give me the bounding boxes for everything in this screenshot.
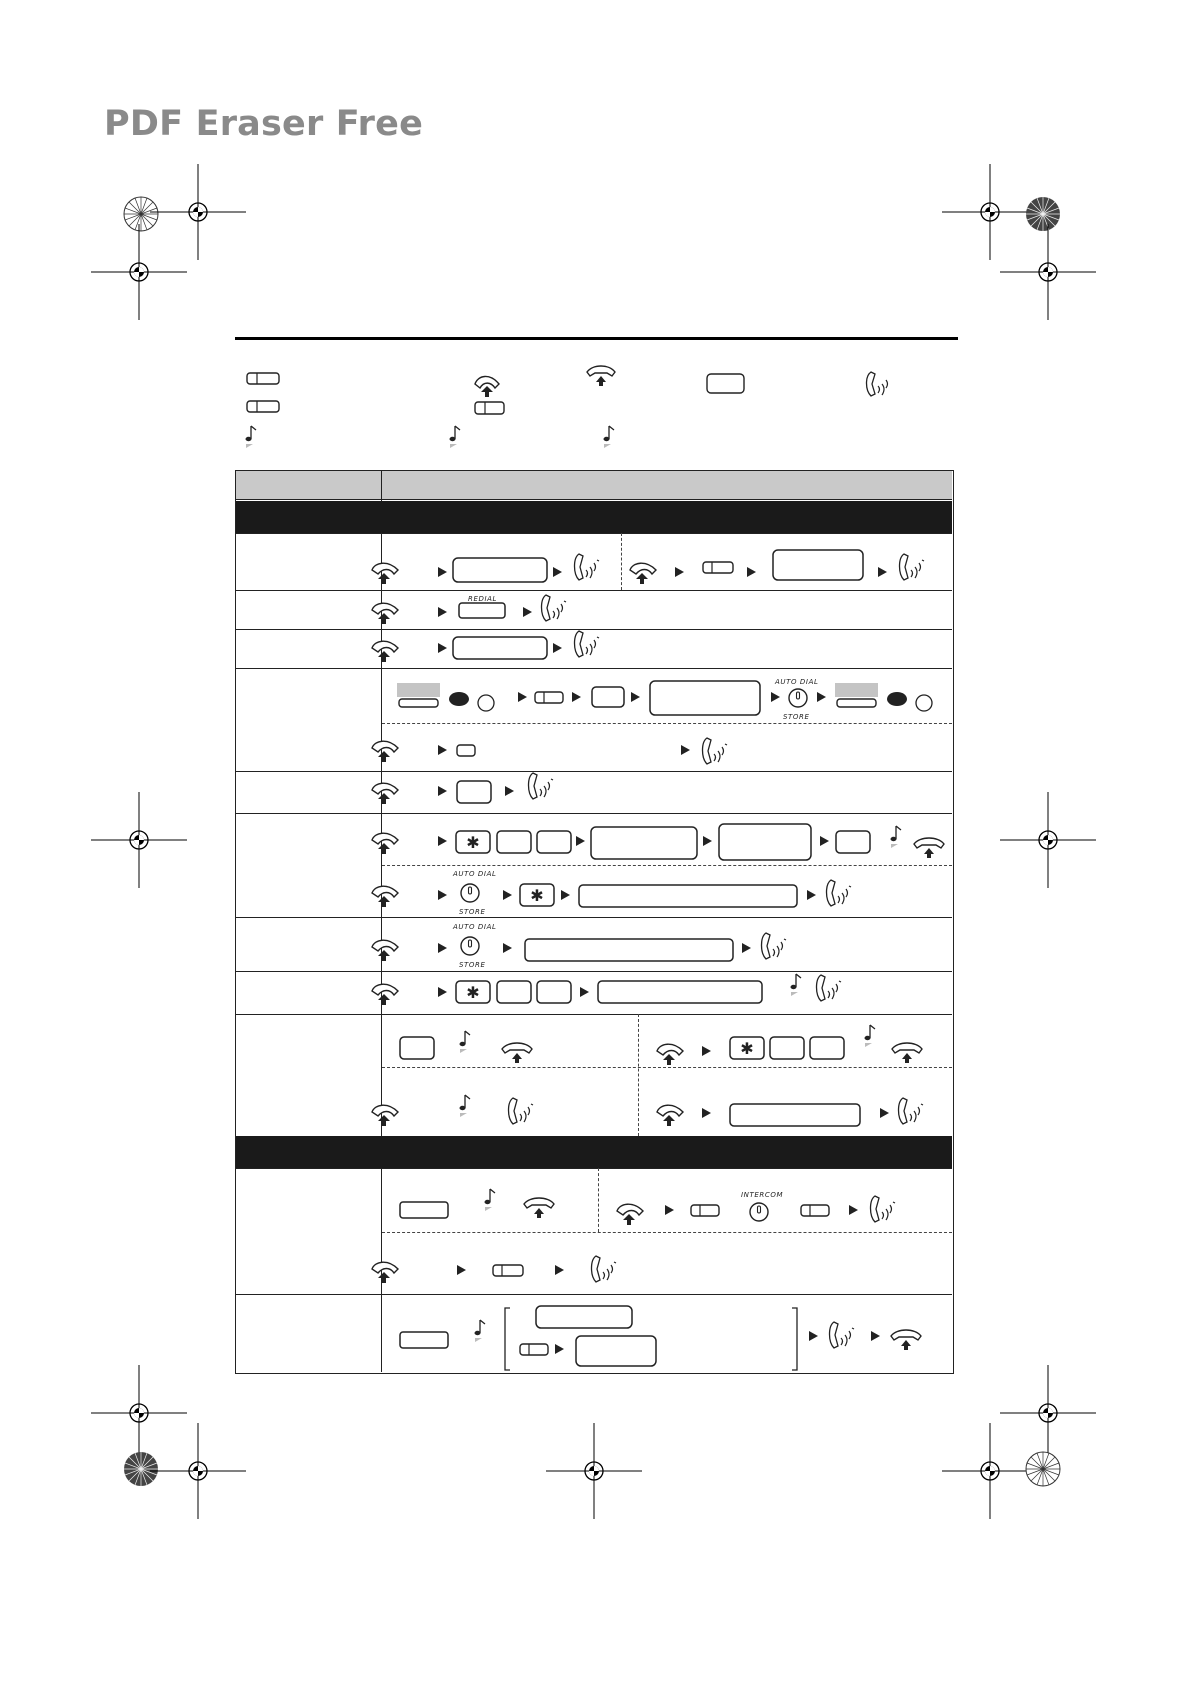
procedure-diagrams	[235, 470, 954, 1374]
arrow-icon	[747, 567, 756, 577]
key-box	[598, 981, 762, 1003]
key-box	[770, 1037, 804, 1059]
key-box	[537, 981, 571, 1003]
flexible-button-icon	[691, 1205, 719, 1216]
key-box	[579, 885, 797, 907]
talk-icon	[817, 975, 842, 1001]
key-box	[400, 1332, 448, 1348]
off-hook-icon	[372, 886, 398, 907]
arrow-icon	[561, 890, 570, 900]
key-box	[525, 939, 733, 961]
off-hook-icon	[657, 1044, 683, 1065]
arrow-icon	[438, 987, 447, 997]
off-hook-icon	[372, 940, 398, 961]
arrow-icon	[553, 567, 562, 577]
slot-button	[837, 699, 876, 707]
arrow-icon	[438, 890, 447, 900]
off-hook-icon	[372, 603, 398, 624]
off-hook-icon	[372, 741, 398, 762]
tone-icon	[891, 826, 902, 848]
off-hook-icon	[372, 984, 398, 1005]
off-hook-icon	[372, 641, 398, 662]
key-box	[773, 550, 863, 580]
tone-icon	[460, 1031, 471, 1053]
led-lamp	[887, 692, 907, 706]
arrow-icon	[457, 1265, 466, 1275]
key-box	[591, 827, 697, 859]
symbol-legend	[235, 362, 955, 454]
tone-icon	[791, 974, 802, 996]
arrow-icon	[817, 692, 826, 702]
arrow-icon	[631, 692, 640, 702]
off-hook-icon	[372, 1105, 398, 1126]
arrow-icon	[675, 567, 684, 577]
star-key-label: ✱	[466, 833, 480, 852]
dial-key-icon	[707, 374, 744, 393]
tone-icon	[485, 1189, 496, 1211]
off-hook-icon	[372, 1262, 398, 1283]
off-hook-icon	[372, 563, 398, 584]
lcd-indicator	[397, 683, 440, 697]
on-hook-icon	[524, 1198, 554, 1218]
arrow-icon	[438, 745, 447, 755]
flexible-button-icon	[703, 562, 733, 573]
led-ring	[478, 695, 494, 711]
key-box	[730, 1104, 860, 1126]
arrow-icon	[703, 836, 712, 846]
arrow-icon	[878, 567, 887, 577]
watermark-text: PDF Eraser Free	[104, 104, 424, 144]
arrow-icon	[438, 943, 447, 953]
key-box	[576, 1336, 656, 1366]
redial-label: REDIAL	[468, 595, 498, 603]
arrow-icon	[702, 1108, 711, 1118]
key-box	[836, 831, 870, 853]
arrow-icon	[438, 836, 447, 846]
arrow-icon	[438, 567, 447, 577]
key-box	[810, 1037, 844, 1059]
arrow-icon	[702, 1046, 711, 1056]
tone-icon	[865, 1025, 876, 1047]
key-box	[536, 1306, 632, 1328]
bracket-left	[505, 1308, 510, 1370]
key-box	[459, 603, 505, 618]
arrow-icon	[438, 643, 447, 653]
star-key-label: ✱	[530, 886, 544, 905]
talk-icon	[830, 1322, 855, 1348]
arrow-icon	[849, 1205, 858, 1215]
flexible-button-icon	[801, 1205, 829, 1216]
arrow-icon	[438, 607, 447, 617]
lcd-indicator	[835, 683, 878, 697]
key-box	[453, 558, 547, 582]
talk-icon	[900, 554, 925, 580]
on-hook-icon	[892, 1043, 922, 1063]
flexible-button-icon	[520, 1344, 548, 1355]
auto-dial-label: AUTO DIAL	[453, 923, 497, 931]
talk-icon	[703, 738, 728, 764]
talk-icon	[542, 595, 567, 621]
store-label: STORE	[459, 908, 486, 916]
talk-icon	[592, 1256, 617, 1282]
auto-dial-label: AUTO DIAL	[775, 678, 819, 686]
tone-icon	[246, 426, 257, 448]
arrow-icon	[871, 1331, 880, 1341]
arrow-icon	[518, 692, 527, 702]
off-hook-icon	[475, 376, 499, 397]
arrow-icon	[576, 836, 585, 846]
title-rule	[235, 337, 958, 340]
key-box	[497, 981, 531, 1003]
flexible-button-icon	[457, 745, 475, 756]
talk-icon	[575, 554, 600, 580]
bracket-right	[792, 1308, 797, 1370]
off-hook-icon	[617, 1204, 643, 1225]
arrow-icon	[742, 943, 751, 953]
off-hook-icon	[630, 563, 656, 584]
arrow-icon	[553, 643, 562, 653]
flexible-button-icon	[247, 401, 279, 412]
arrow-icon	[572, 692, 581, 702]
off-hook-icon	[657, 1105, 683, 1126]
on-hook-icon	[891, 1330, 921, 1350]
arrow-icon	[820, 836, 829, 846]
key-box	[400, 1202, 448, 1218]
store-label: STORE	[783, 713, 810, 721]
flexible-button-icon	[493, 1265, 523, 1276]
arrow-icon	[438, 786, 447, 796]
arrow-icon	[771, 692, 780, 702]
slot-button	[399, 699, 438, 707]
flexible-button-icon	[247, 373, 279, 384]
talk-icon	[867, 372, 888, 396]
arrow-icon	[681, 745, 690, 755]
on-hook-icon	[914, 838, 944, 858]
star-key-label: ✱	[466, 983, 480, 1002]
led-ring	[916, 695, 932, 711]
key-box	[537, 831, 571, 853]
on-hook-icon	[502, 1043, 532, 1063]
off-hook-icon	[372, 833, 398, 854]
flexible-button-icon	[535, 692, 563, 703]
arrow-icon	[807, 890, 816, 900]
led-lamp	[449, 692, 469, 706]
off-hook-icon	[372, 783, 398, 804]
star-key-label: ✱	[740, 1039, 754, 1058]
arrow-icon	[665, 1205, 674, 1215]
talk-icon	[529, 773, 554, 799]
talk-icon	[762, 933, 787, 959]
key-box	[497, 831, 531, 853]
arrow-icon	[555, 1265, 564, 1275]
arrow-icon	[580, 987, 589, 997]
intercom-label: INTERCOM	[741, 1191, 784, 1199]
arrow-icon	[523, 607, 532, 617]
key-box	[650, 681, 760, 715]
key-box	[453, 637, 547, 659]
arrow-icon	[880, 1108, 889, 1118]
talk-icon	[575, 631, 600, 657]
auto-dial-label: AUTO DIAL	[453, 870, 497, 878]
talk-icon	[871, 1196, 896, 1222]
store-label: STORE	[459, 961, 486, 969]
talk-icon	[509, 1098, 534, 1124]
talk-icon	[899, 1098, 924, 1124]
arrow-icon	[503, 890, 512, 900]
on-hook-icon	[587, 366, 615, 386]
arrow-icon	[555, 1344, 564, 1354]
arrow-icon	[505, 786, 514, 796]
tone-icon	[475, 1320, 486, 1342]
key-box	[719, 824, 811, 860]
talk-icon	[827, 880, 852, 906]
arrow-icon	[809, 1331, 818, 1341]
tone-icon	[460, 1095, 471, 1117]
key-box	[457, 781, 491, 803]
key-box	[400, 1037, 434, 1059]
key-box	[592, 687, 624, 707]
arrow-icon	[503, 943, 512, 953]
